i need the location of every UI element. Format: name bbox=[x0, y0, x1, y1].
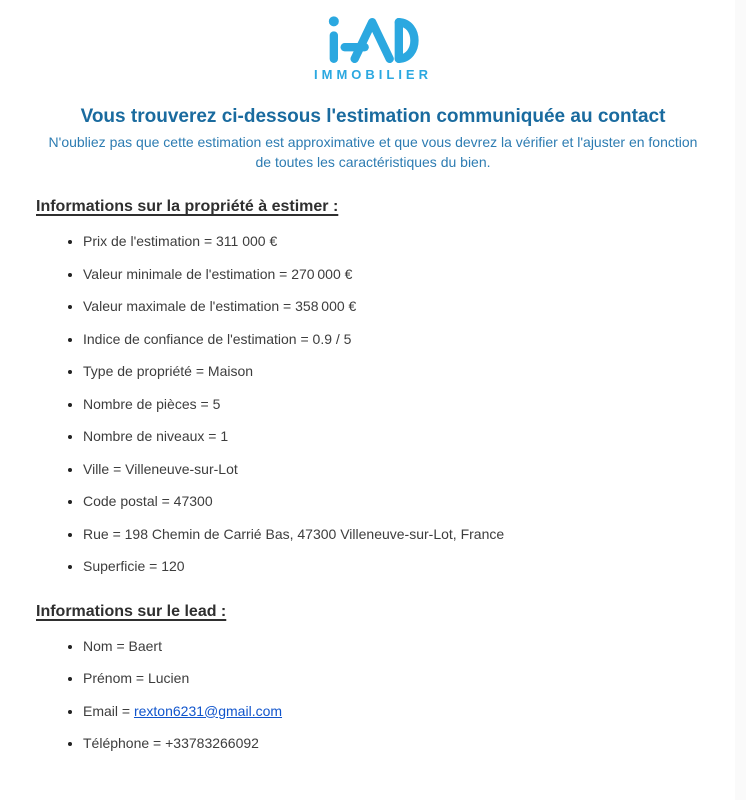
list-item-text: Type de propriété = Maison bbox=[83, 363, 254, 380]
property-info-list bbox=[36, 233, 710, 576]
list-item-text: Prix de l'estimation = 311 000 € bbox=[83, 233, 278, 250]
list-item bbox=[83, 638, 710, 656]
list-item bbox=[83, 493, 710, 511]
property-section-heading: Informations sur la propriété à estimer : bbox=[36, 198, 339, 216]
list-item-text: Valeur minimale de l'estimation = 270 000 € bbox=[83, 265, 353, 282]
list-item bbox=[83, 396, 710, 414]
list-item bbox=[83, 298, 710, 316]
list-item bbox=[83, 266, 710, 284]
list-item bbox=[83, 461, 710, 479]
list-item bbox=[83, 233, 710, 251]
lead-section-heading: Informations sur le lead : bbox=[36, 602, 227, 620]
list-item-text: Indice de confiance de l'estimation = 0.9 / 5 bbox=[83, 330, 352, 347]
lead-info-list bbox=[36, 638, 710, 753]
page-title: Vous trouverez ci-dessous l'estimation communiquée au contact bbox=[80, 106, 666, 127]
list-item bbox=[83, 735, 710, 753]
list-item-text: Nom = Baert bbox=[83, 637, 162, 654]
list-item bbox=[83, 428, 710, 446]
iad-logo-icon bbox=[323, 12, 423, 64]
right-edge-gutter bbox=[735, 0, 746, 800]
list-item-text: Superficie = 120 bbox=[83, 558, 185, 575]
property-section bbox=[36, 198, 710, 576]
list-item-text: Prénom = Lucien bbox=[83, 670, 190, 687]
brand-logo bbox=[0, 0, 746, 82]
list-item-text: Nombre de niveaux = 1 bbox=[83, 428, 229, 445]
list-item-text: Ville = Villeneuve-sur-Lot bbox=[83, 460, 238, 477]
list-item bbox=[83, 558, 710, 576]
list-item bbox=[83, 670, 710, 688]
brand-logo-subtext: IMMOBILIER bbox=[314, 67, 432, 82]
list-item-text: Email = bbox=[83, 702, 134, 719]
list-item bbox=[83, 331, 710, 349]
list-item-text: Rue = 198 Chemin de Carrié Bas, 47300 Villeneuve-sur-Lot, France bbox=[83, 525, 505, 542]
list-item bbox=[83, 363, 710, 381]
page-subtitle: N'oubliez pas que cette estimation est approximative et que vous devrez la vérifier et l'ajuster en fonction de toutes les caractéristiques du bien. bbox=[48, 134, 698, 170]
list-item-text: Téléphone = +33783266092 bbox=[83, 735, 259, 752]
list-item-text: Valeur maximale de l'estimation = 358 000 € bbox=[83, 298, 357, 315]
email-link[interactable]: rexton6231@gmail.com bbox=[133, 702, 283, 719]
list-item-text: Code postal = 47300 bbox=[83, 493, 213, 510]
list-item bbox=[83, 526, 710, 544]
lead-section bbox=[36, 603, 710, 753]
list-item-text: Nombre de pièces = 5 bbox=[83, 395, 221, 412]
list-item bbox=[83, 703, 710, 721]
